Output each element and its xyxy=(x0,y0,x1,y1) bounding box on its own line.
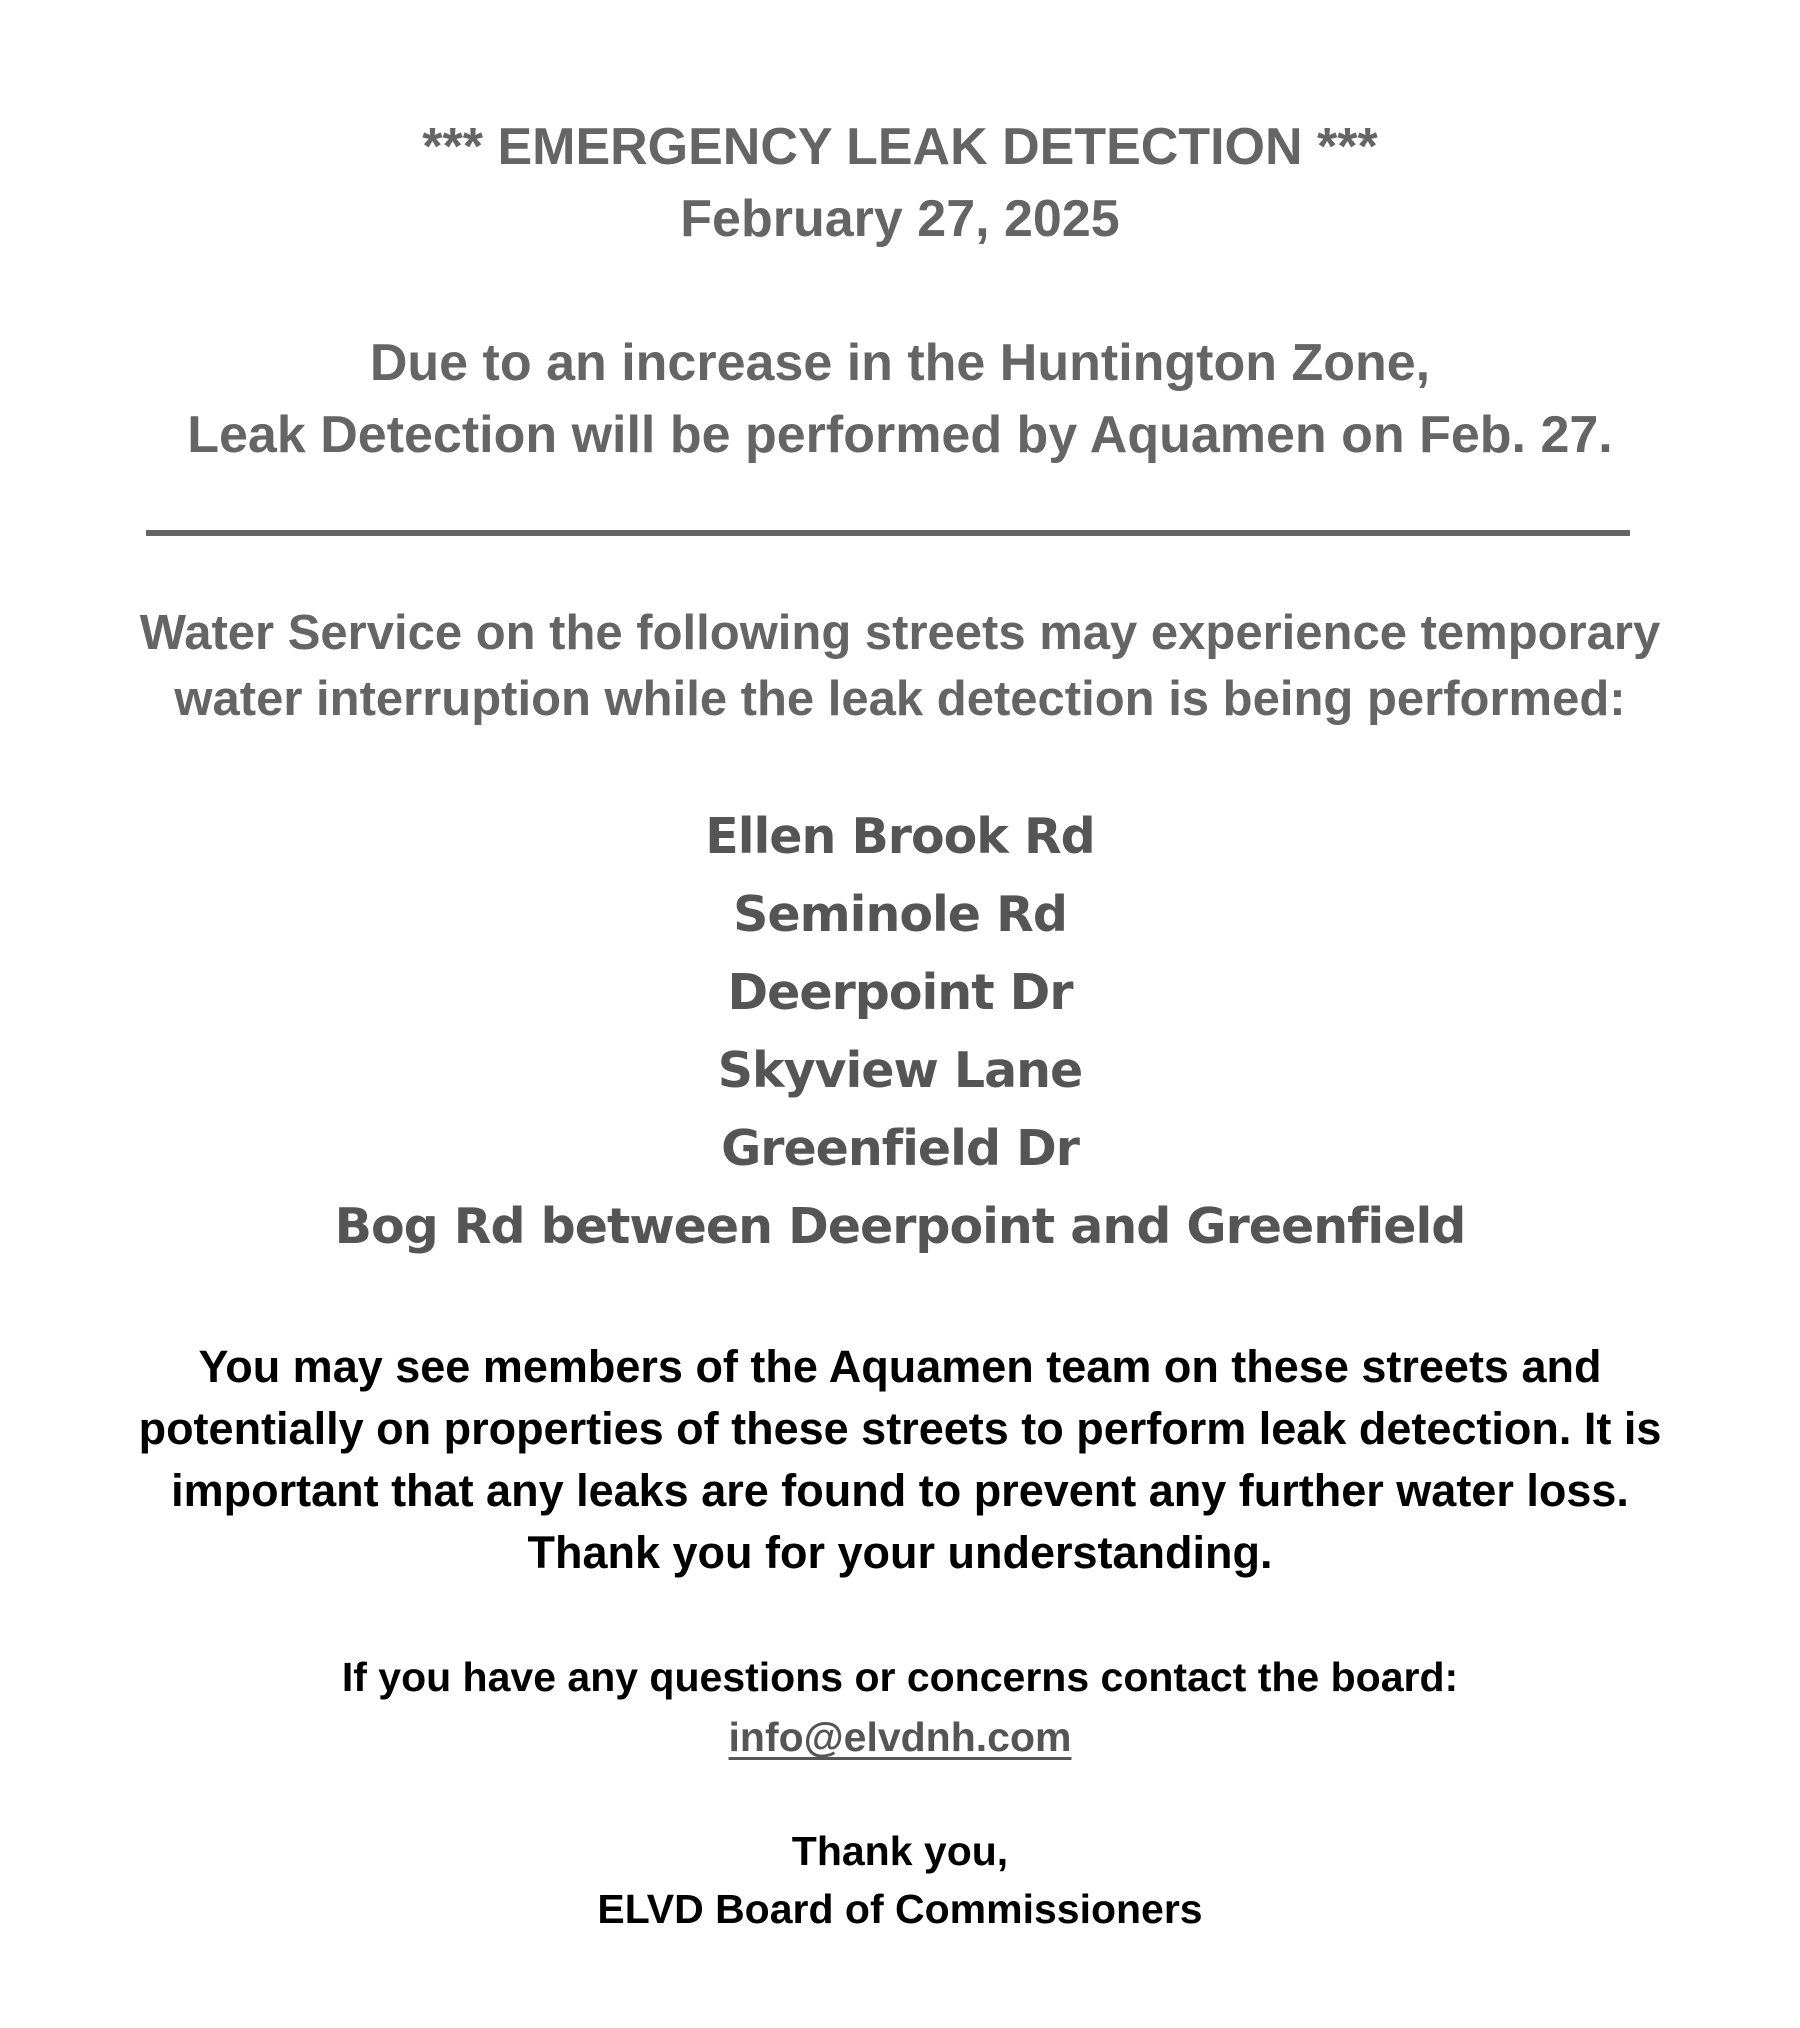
body-line-2: potentially on properties of these streets to perform leak detection. It is xyxy=(138,1403,1662,1454)
body-line-3: important that any leaks are found to prevent any further water loss. xyxy=(171,1465,1629,1516)
notice-line-1: Water Service on the following streets may experience temporary xyxy=(139,606,1661,660)
notice-title: *** EMERGENCY LEAK DETECTION *** xyxy=(422,118,1378,176)
section-divider xyxy=(146,530,1630,536)
street-item: Seminole Rd xyxy=(733,886,1067,943)
notice-date: February 27, 2025 xyxy=(680,190,1120,248)
contact-email-link[interactable]: info@elvdnh.com xyxy=(728,1714,1072,1760)
street-item: Bog Rd between Deerpoint and Greenfield xyxy=(334,1198,1466,1255)
street-item: Skyview Lane xyxy=(717,1042,1083,1099)
signoff-signature: ELVD Board of Commissioners xyxy=(597,1886,1203,1932)
intro-line-2: Leak Detection will be performed by Aquamen on Feb. 27. xyxy=(187,406,1613,464)
street-item: Ellen Brook Rd xyxy=(705,808,1095,865)
body-line-1: You may see members of the Aquamen team on these streets and xyxy=(198,1341,1602,1392)
contact-prompt: If you have any questions or concerns contact the board: xyxy=(341,1654,1459,1700)
intro-line-1: Due to an increase in the Huntington Zone, xyxy=(369,334,1431,392)
street-item: Greenfield Dr xyxy=(721,1120,1079,1177)
notice-line-2: water interruption while the leak detection is being performed: xyxy=(174,672,1626,726)
body-line-4: Thank you for your understanding. xyxy=(527,1527,1273,1578)
signoff-thanks: Thank you, xyxy=(791,1828,1009,1874)
street-item: Deerpoint Dr xyxy=(727,964,1073,1021)
contact-email-row xyxy=(0,1712,1800,1762)
